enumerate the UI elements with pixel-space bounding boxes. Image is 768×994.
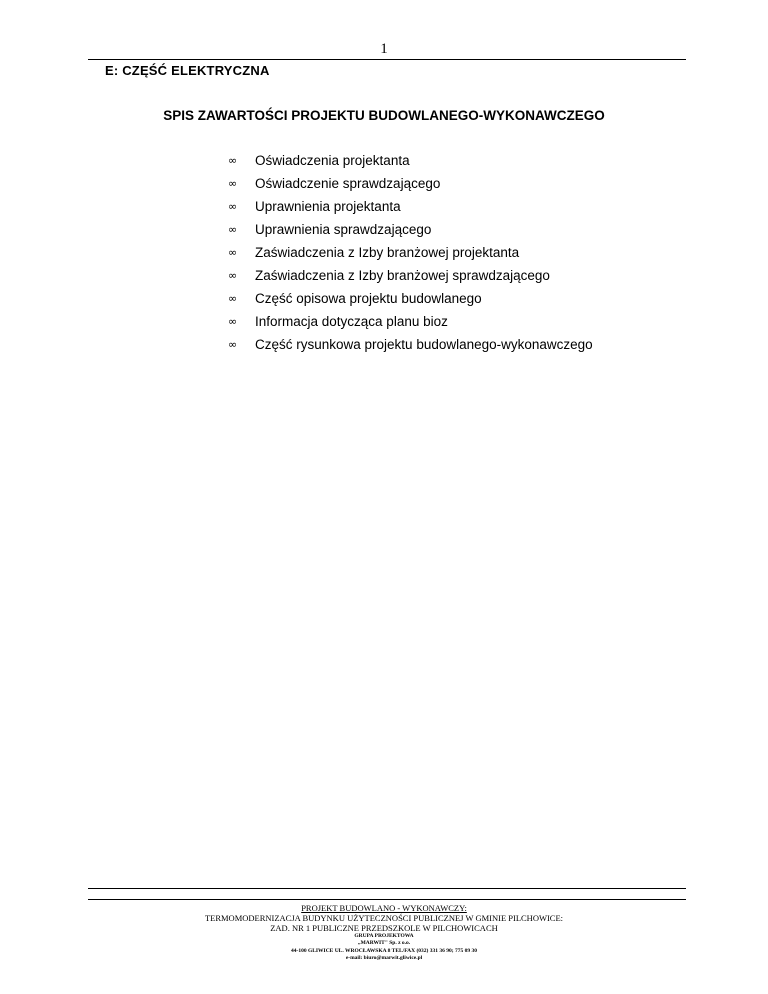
footer-address: 44-100 GLIWICE UL. WROCŁAWSKA 8 TEL/FAX (032) 331 36 90; 775 09 30 (291, 947, 477, 954)
list-item-label: Część rysunkowa projektu budowlanego-wykonawczego (255, 337, 593, 352)
list-item-label: Zaświadczenia z Izby branżowej sprawdzającego (255, 268, 550, 283)
list-item (228, 149, 593, 172)
footer-rule-top (88, 888, 686, 889)
header-rule (88, 59, 686, 60)
bullet-icon: ∞ (228, 315, 238, 328)
footer-group: GRUPA PROJEKTOWA (354, 933, 414, 940)
list-item-label: Oświadczenia projektanta (255, 153, 410, 168)
list-item (228, 195, 593, 218)
list-item-label: Oświadczenie sprawdzającego (255, 176, 441, 191)
bullet-icon: ∞ (228, 223, 238, 236)
list-item (228, 287, 593, 310)
footer-project-line-2: ZAD. NR 1 PUBLICZNE PRZEDSZKOLE W PILCHOWICACH (270, 922, 498, 933)
list-item (228, 172, 593, 195)
list-item-label: Informacja dotycząca planu bioz (255, 314, 448, 329)
list-item (228, 310, 593, 333)
footer-title: PROJEKT BUDOWLANO - WYKONAWCZY: (301, 903, 467, 913)
list-item (228, 264, 593, 287)
list-item-label: Zaświadczenia z Izby branżowej projektanta (255, 245, 520, 260)
document-heading: SPIS ZAWARTOŚCI PROJEKTU BUDOWLANEGO-WYKONAWCZEGO (163, 108, 605, 123)
contents-list (228, 149, 593, 356)
list-item-label: Część opisowa projektu budowlanego (255, 291, 482, 306)
list-item-label: Uprawnienia sprawdzającego (255, 222, 432, 237)
page-number: 1 (380, 41, 388, 57)
footer-rule-bottom (88, 899, 686, 900)
list-item (228, 241, 593, 264)
bullet-icon: ∞ (228, 200, 238, 213)
bullet-icon: ∞ (228, 177, 238, 190)
bullet-icon: ∞ (228, 269, 238, 282)
bullet-icon: ∞ (228, 338, 238, 351)
footer-company: „MARWIT" Sp. z o.o. (357, 940, 411, 947)
bullet-icon: ∞ (228, 154, 238, 167)
footer-email: e-mail: biuro@marwit.gliwice.pl (345, 954, 423, 961)
list-item (228, 333, 593, 356)
footer (0, 904, 768, 962)
bullet-icon: ∞ (228, 292, 238, 305)
list-item (228, 218, 593, 241)
bullet-icon: ∞ (228, 246, 238, 259)
footer-project-line-1: TERMOMODERNIZACJA BUDYNKU UŻYTECZNOŚCI PUBLICZNEJ W GMINIE PILCHOWICE: (204, 912, 564, 923)
section-title: E: CZĘŚĆ ELEKTRYCZNA (105, 63, 270, 78)
list-item-label: Uprawnienia projektanta (255, 199, 401, 214)
